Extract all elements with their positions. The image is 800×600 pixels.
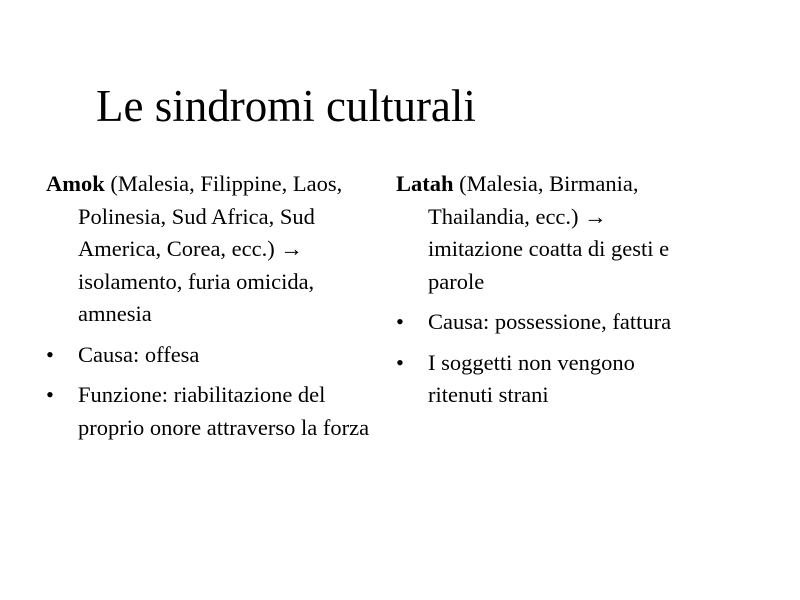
list-item bbox=[396, 347, 696, 412]
bullet-icon: • bbox=[396, 309, 404, 334]
latah-effect: imitazione coatta di gesti e parole bbox=[428, 236, 670, 294]
amok-effect: isolamento, furia omicida, amnesia bbox=[78, 268, 315, 326]
arrow-right-icon: → bbox=[584, 203, 607, 229]
list-item-text: I soggetti non vengono ritenuti strani bbox=[428, 349, 635, 407]
list-item-text: Funzione: riabilitazione del proprio onore attraverso la forza bbox=[78, 382, 370, 440]
arrow-right-icon: → bbox=[280, 236, 303, 261]
list-item-text: Causa: possessione, fattura bbox=[428, 309, 672, 334]
list-item bbox=[396, 306, 696, 339]
right-column bbox=[396, 168, 696, 420]
bullet-icon: • bbox=[46, 382, 54, 407]
list-item-text: Causa: offesa bbox=[78, 341, 200, 367]
latah-description: (Malesia, Birmania, Thailandia, ecc.) bbox=[428, 171, 639, 229]
list-item bbox=[46, 339, 376, 372]
bullet-icon: • bbox=[46, 341, 54, 367]
amok-description: (Malesia, Filippine, Laos, Polinesia, Sud Africa, Sud America, Corea, ecc.) bbox=[78, 171, 343, 261]
amok-term: Amok bbox=[46, 171, 105, 196]
amok-definition bbox=[46, 168, 376, 331]
latah-definition bbox=[396, 168, 696, 298]
slide-title: Le sindromi culturali bbox=[96, 81, 476, 131]
bullet-icon: • bbox=[396, 349, 404, 375]
left-column bbox=[46, 168, 376, 452]
latah-term: Latah bbox=[396, 171, 454, 196]
list-item bbox=[46, 379, 376, 444]
